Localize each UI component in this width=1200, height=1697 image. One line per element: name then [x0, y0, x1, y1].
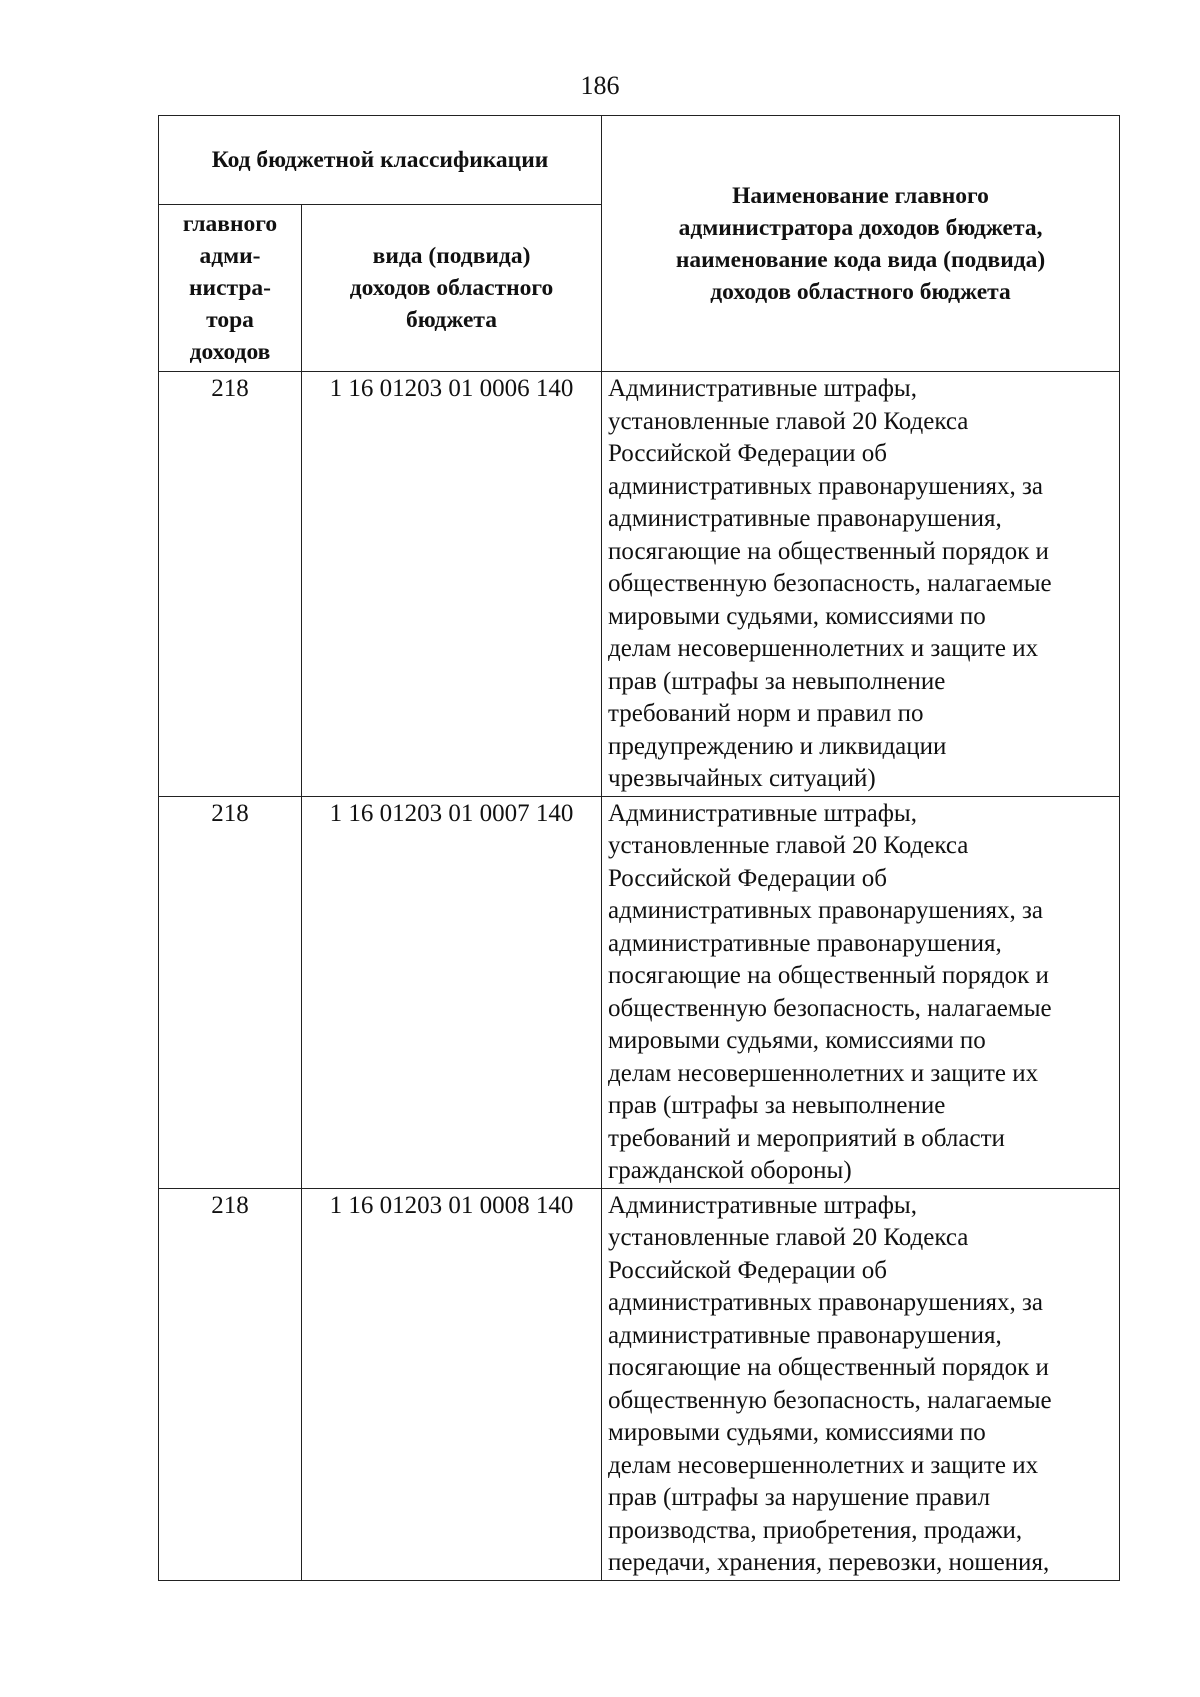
- header-row-top: [159, 116, 1120, 205]
- description-cell: [602, 796, 1120, 1188]
- description-line: прав (штрафы за невыполнение: [608, 667, 946, 695]
- admin-code-cell: 218: [159, 372, 302, 797]
- description-line: административных правонарушениях, за: [608, 1289, 1043, 1316]
- header-col-admin-line: тора: [206, 307, 254, 333]
- header-col-name-line: наименование кода вида (подвида): [675, 246, 1046, 273]
- description-line: административные правонарушения,: [608, 505, 1002, 532]
- description-line: Российской Федерации об: [608, 1256, 888, 1284]
- page-number: 186: [580, 71, 620, 100]
- header-col-code: [302, 205, 602, 372]
- description-cell: [602, 1188, 1120, 1580]
- table-row: [159, 1188, 1120, 1580]
- description-line: установленные главой 20 Кодекса: [608, 832, 969, 859]
- description-line: административные правонарушения,: [608, 1321, 1002, 1349]
- header-col-code-line: доходов областного: [349, 275, 554, 301]
- description-line: Российской Федерации об: [608, 440, 888, 467]
- description-line: мировыми судьями, комиссиями по: [608, 1419, 986, 1446]
- description-line: административных правонарушениях, за: [608, 897, 1043, 924]
- description-line: Административные штрафы,: [608, 1191, 917, 1219]
- description-line: прав (штрафы за нарушение правил: [608, 1484, 991, 1511]
- description-cell: [602, 372, 1120, 797]
- description-line: прав (штрафы за невыполнение: [608, 1092, 946, 1119]
- description-line: делам несовершеннолетних и защите их: [608, 1059, 1039, 1087]
- description-line: производства, приобретения, продажи,: [608, 1516, 1023, 1544]
- header-col-name-line: доходов областного бюджета: [710, 278, 1011, 305]
- description-line: административные правонарушения,: [608, 929, 1002, 957]
- description-line: общественную безопасность, налагаемые: [608, 1386, 1052, 1414]
- description-line: требований и мероприятий в области: [608, 1124, 1005, 1152]
- header-col-admin-line: доходов: [189, 339, 271, 365]
- description-line: делам несовершеннолетних и защите их: [608, 1451, 1039, 1479]
- header-col-name-line: администратора доходов бюджета,: [678, 214, 1043, 241]
- description-line: делам несовершеннолетних и защите их: [608, 635, 1039, 662]
- description-line: чрезвычайных ситуаций): [608, 765, 876, 792]
- table-row: [159, 796, 1120, 1188]
- header-col-admin-line: нистра-: [189, 275, 271, 301]
- description-line: административных правонарушениях, за: [608, 472, 1043, 500]
- header-col-code-line: бюджета: [406, 307, 497, 333]
- header-col-name-line: Наименование главного: [732, 182, 989, 209]
- header-col-admin-line: главного: [182, 211, 278, 237]
- description-line: установленные главой 20 Кодекса: [608, 407, 969, 435]
- description-line: Административные штрафы,: [608, 799, 917, 827]
- description-line: предупреждению и ликвидации: [608, 732, 947, 760]
- header-col-name: [602, 116, 1120, 372]
- description-line: общественную безопасность, налагаемые: [608, 570, 1052, 597]
- header-col-admin-line: адми-: [199, 243, 261, 269]
- description-line: Российской Федерации об: [608, 864, 888, 892]
- description-line: требований норм и правил по: [608, 700, 924, 727]
- description-line: передачи, хранения, перевозки, ношения,: [608, 1549, 1050, 1576]
- revenue-code-cell: 1 16 01203 01 0008 140: [302, 1188, 602, 1580]
- header-group-label: Код бюджетной классификации: [159, 116, 602, 205]
- description-line: посягающие на общественный порядок и: [608, 962, 1049, 989]
- header-col-code-line: вида (подвида): [372, 243, 531, 269]
- description-line: посягающие на общественный порядок и: [608, 1354, 1049, 1381]
- description-line: установленные главой 20 Кодекса: [608, 1224, 969, 1251]
- description-line: мировыми судьями, комиссиями по: [608, 1027, 986, 1054]
- header-col-admin: [159, 205, 302, 372]
- description-line: общественную безопасность, налагаемые: [608, 994, 1052, 1022]
- revenue-code-cell: 1 16 01203 01 0006 140: [302, 372, 602, 797]
- revenue-code-cell: 1 16 01203 01 0007 140: [302, 796, 602, 1188]
- description-line: Административные штрафы,: [608, 375, 917, 402]
- description-line: мировыми судьями, комиссиями по: [608, 602, 986, 630]
- description-line: посягающие на общественный порядок и: [608, 537, 1049, 565]
- admin-code-cell: 218: [159, 1188, 302, 1580]
- description-line: гражданской обороны): [608, 1157, 852, 1184]
- admin-code-cell: 218: [159, 796, 302, 1188]
- budget-classification-table: [158, 115, 1120, 1581]
- table-row: [159, 372, 1120, 797]
